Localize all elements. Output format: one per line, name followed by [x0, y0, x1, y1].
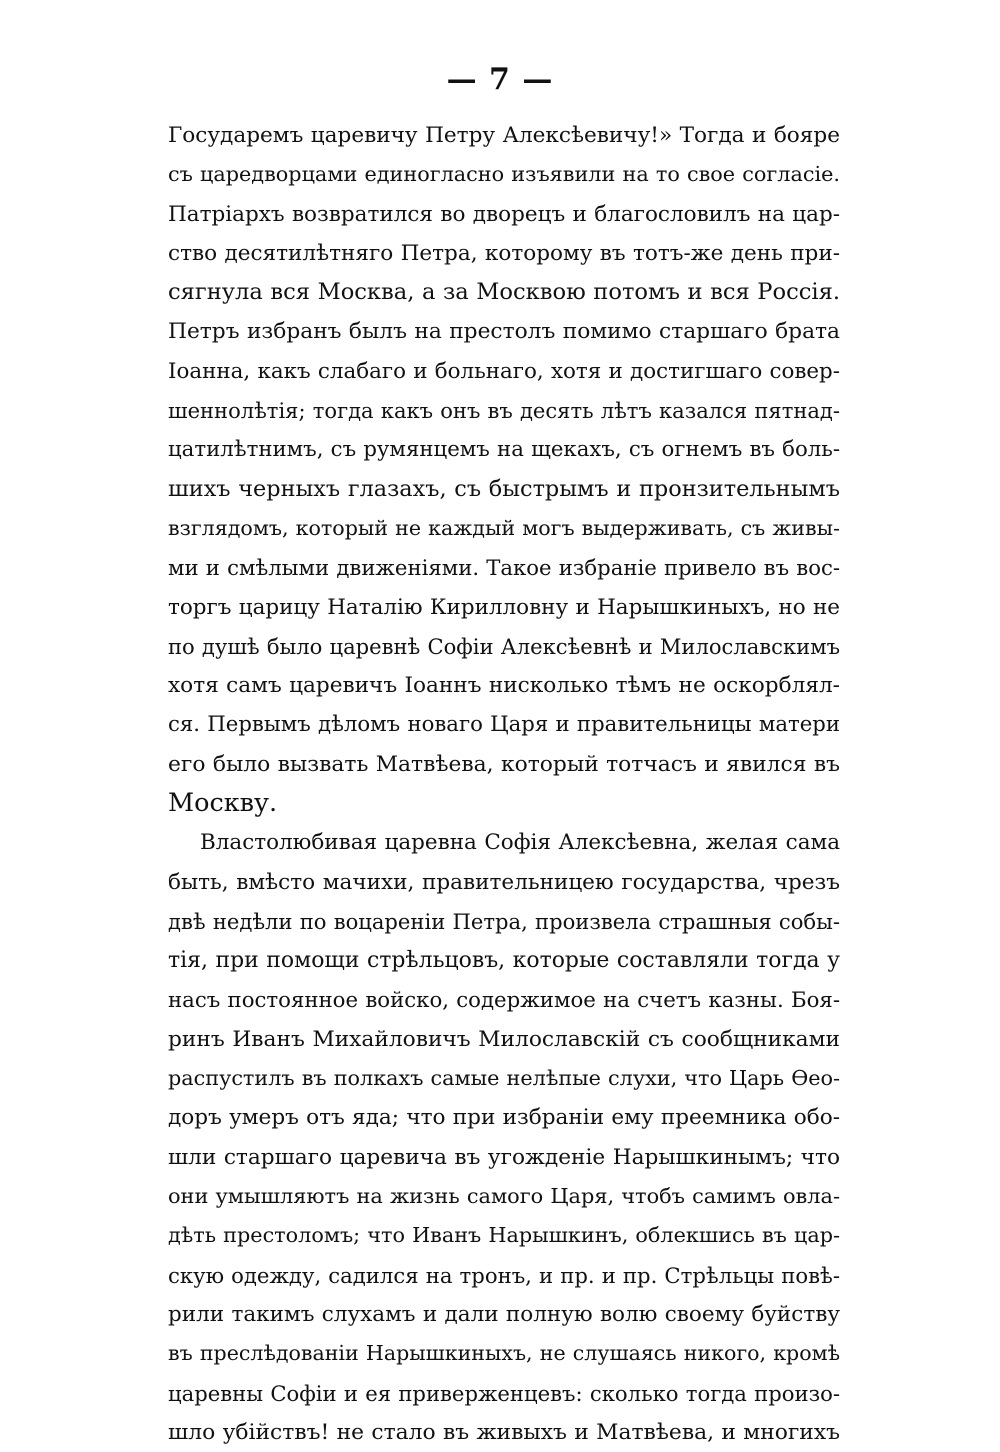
text-line: шли старшаго царевича въ угожденіе Нарышкинымъ; что [168, 1144, 840, 1170]
text-line: насъ постоянное войско, содержимое на счетъ казны. Боя- [168, 987, 840, 1013]
text-line: царевны Софіи и ея приверженцевъ: сколько тогда произо- [168, 1380, 840, 1406]
text-line: шеннолѣтія; тогда какъ онъ въ десять лѣтъ казался пятнад- [168, 398, 840, 424]
text-line: ми и смѣлыми движеніями. Такое избраніе привело въ вос- [168, 555, 840, 581]
text-line: тія, при помощи стрѣльцовъ, которые составляли тогда у [168, 948, 840, 974]
page-number: — 7 — [446, 62, 554, 97]
text-line: торгъ царицу Наталію Кирилловну и Нарышкиныхъ, но не [168, 594, 840, 620]
text-line: Петръ избранъ былъ на престолъ помимо старшаго брата [168, 319, 840, 345]
text-line: хотя самъ царевичъ Іоаннъ нисколько тѣмъ не оскорблял- [168, 673, 840, 699]
text-line: ринъ Иванъ Михайловичъ Милославскій съ сообщниками [168, 1026, 840, 1052]
text-line: взглядомъ, который не каждый могъ выдерживать, съ живы- [168, 515, 840, 540]
text-line: двѣ недѣли по воцареніи Петра, произвела страшныя собы- [168, 908, 840, 934]
text-line: въ преслѣдованіи Нарышкиныхъ, не слушаясь никого, кромѣ [168, 1341, 840, 1366]
text-line: рили такимъ слухамъ и дали полную волю своему буйству [168, 1301, 840, 1327]
text-line: дѣть престоломъ; что Иванъ Нарышкинъ, облекшись въ цар- [168, 1223, 840, 1248]
text-line: Іоанна, какъ слабаго и больнаго, хотя и достигшаго совер- [168, 358, 840, 384]
text-line: они умышляютъ на жизнь самого Царя, чтобъ самимъ овла- [168, 1184, 840, 1209]
text-line: быть, вмѣсто мачихи, правительницею государства, чрезъ [168, 869, 840, 895]
body-text [168, 116, 840, 1452]
text-line: цатилѣтнимъ, съ румянцемъ на щекахъ, съ огнемъ въ боль- [168, 437, 840, 463]
text-line: Патріархъ возвратился во дворецъ и благословилъ на цар- [168, 201, 840, 227]
text-line: ся. Первымъ дѣломъ новаго Царя и правительницы матери [168, 712, 840, 738]
text-line: распустилъ въ полкахъ самые нелѣпые слухи, что Царь Ѳео- [168, 1066, 840, 1091]
text-line: шло убійствъ! не стало въ живыхъ и Матвѣева, и многихъ [168, 1419, 840, 1445]
paragraph-start-line: Властолюбивая царевна Софія Алексѣевна, желая сама [200, 830, 840, 856]
text-line: по душѣ было царевнѣ Софіи Алексѣевнѣ и Милославскимъ [168, 633, 840, 659]
text-line: его было вызвать Матвѣева, который тотчасъ и явился въ [168, 751, 840, 777]
text-line: Государемъ царевичу Петру Алексѣевичу!» Тогда и бояре [168, 123, 840, 148]
text-line: ство десятилѣтняго Петра, которому въ тотъ-же день при- [168, 240, 840, 266]
text-line: сягнула вся Москва, а за Москвою потомъ и вся Россія. [168, 279, 840, 306]
text-line: доръ умеръ отъ яда; что при избраніи ему преемника обо- [168, 1105, 840, 1131]
text-line: Москву. [168, 788, 278, 819]
text-line: съ царедворцами единогласно изъявили на то свое согласіе. [168, 162, 840, 187]
text-line: шихъ черныхъ глазахъ, съ быстрымъ и пронзительнымъ [168, 475, 840, 502]
text-line: скую одежду, садился на тронъ, и пр. и пр. Стрѣльцы повѣ- [168, 1262, 840, 1288]
